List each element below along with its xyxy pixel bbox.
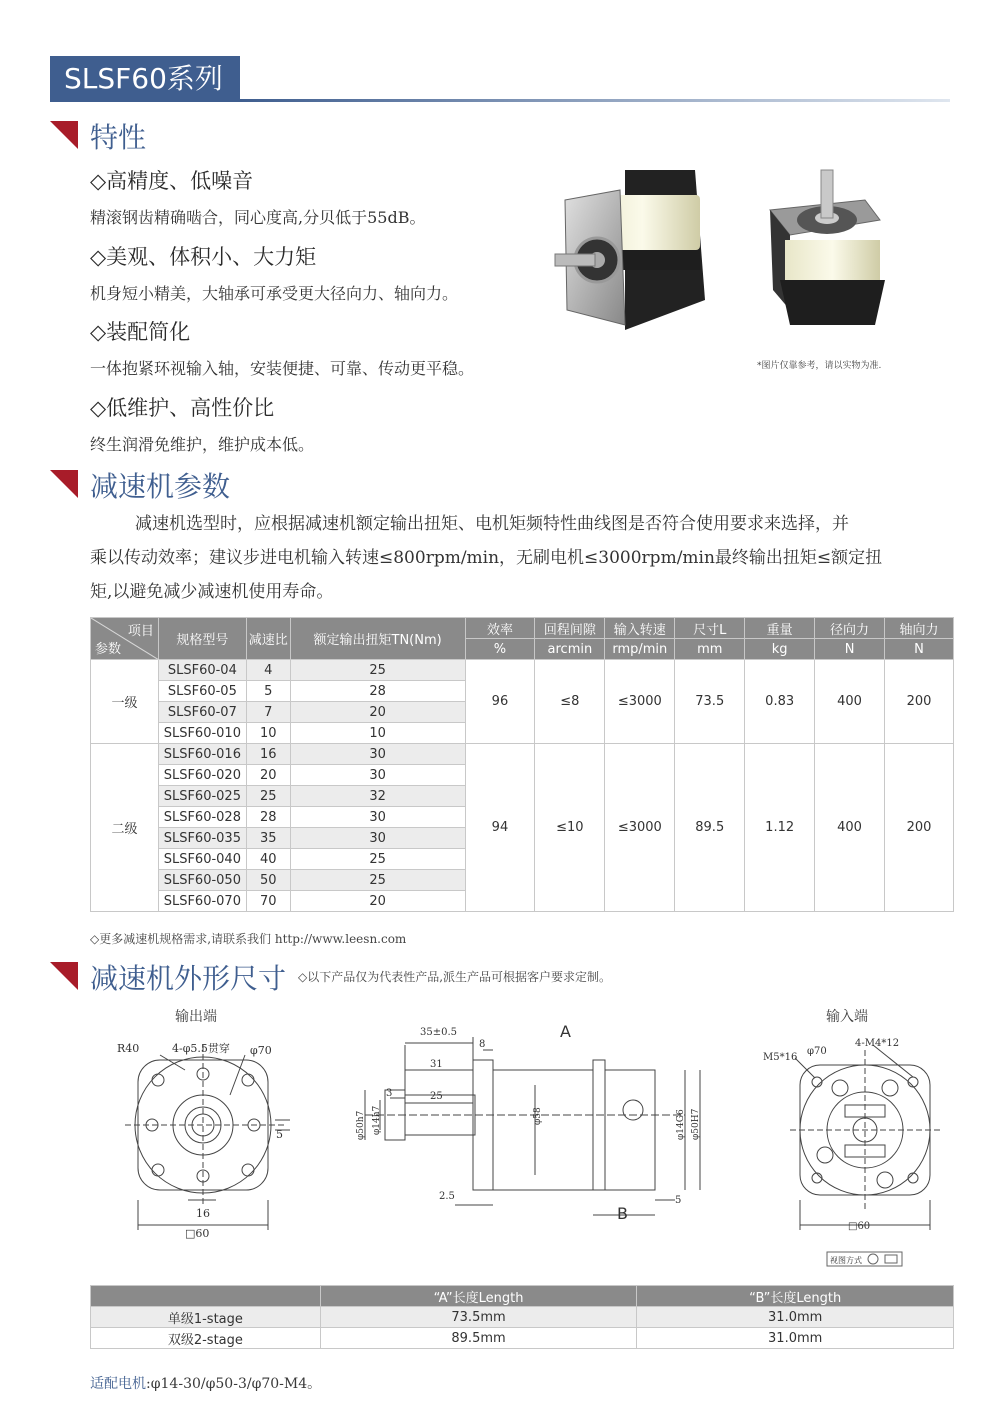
model-cell: SLSF60-028 [158, 807, 246, 828]
stage-cell: 双级2-stage [91, 1328, 321, 1349]
ratio-cell: 40 [246, 849, 290, 870]
model-cell: SLSF60-04 [158, 660, 246, 681]
unit-header: arcmin [535, 639, 605, 660]
radial-cell: 400 [815, 744, 885, 912]
a-length-cell: 89.5mm [320, 1328, 637, 1349]
table-row [91, 660, 954, 681]
side-view-drawing [355, 1015, 725, 1230]
model-cell: SLSF60-070 [158, 891, 246, 912]
output-end-drawing [110, 1030, 310, 1245]
dim-sq60-in: □60 [848, 1221, 871, 1232]
feature-heading: ◇高精度、低噪音 [90, 169, 254, 193]
section-marker [50, 121, 78, 149]
view-symbol-icon [885, 1255, 897, 1263]
dim-5: 5 [675, 1195, 682, 1206]
unit-header: rmp/min [605, 639, 675, 660]
torque-cell: 25 [290, 849, 465, 870]
torque-cell: 25 [290, 870, 465, 891]
series-title: SLSF60系列 [50, 56, 240, 102]
unit-header: N [815, 639, 885, 660]
dim-2-5: 2.5 [439, 1191, 455, 1202]
dim-holes: 4-φ5.5贯穿 [172, 1042, 230, 1055]
dim-m5: M5*16 [763, 1052, 798, 1063]
dim-m4: 4-M4*12 [855, 1038, 900, 1049]
weight-cell: 0.83 [745, 660, 815, 744]
dim-14g6: φ14G6 [676, 1109, 686, 1140]
efficiency-cell: 96 [465, 660, 535, 744]
col-header [91, 1286, 321, 1307]
motor-label: 适配电机 [90, 1376, 146, 1392]
features-title: 特性 [90, 121, 147, 154]
ratio-cell: 10 [246, 723, 290, 744]
dim-b: B [617, 1204, 628, 1223]
col-header: 减速比 [246, 618, 290, 660]
dim-35: 35±0.5 [420, 1027, 458, 1038]
ratio-cell: 70 [246, 891, 290, 912]
ratio-cell: 35 [246, 828, 290, 849]
radial-cell: 400 [815, 660, 885, 744]
model-cell: SLSF60-050 [158, 870, 246, 891]
dimensions-subtitle: ◇以下产品仅为代表性产品,派生产品可根据客户要求定制。 [298, 970, 612, 984]
table-row [91, 1328, 954, 1349]
view-method-label: 视图方式 [830, 1256, 862, 1265]
motor-value: :φ14-30/φ50-3/φ70-M4。 [146, 1376, 322, 1392]
model-cell: SLSF60-010 [158, 723, 246, 744]
torque-cell: 20 [290, 702, 465, 723]
view-symbol-icon [868, 1254, 878, 1264]
unit-header: % [465, 639, 535, 660]
dim-key5: 5 [276, 1128, 283, 1141]
unit-header: N [885, 639, 954, 660]
table-header-row [91, 1286, 954, 1307]
col-header: “B”长度Length [637, 1286, 954, 1307]
ratio-cell: 7 [246, 702, 290, 723]
length-cell: 89.5 [675, 744, 745, 912]
axial-cell: 200 [885, 660, 954, 744]
feature-text: 一体抱紧环视输入轴，安装便捷、可靠、传动更平稳。 [90, 359, 475, 378]
col-header: 回程间隙 [535, 618, 605, 639]
dim-a: A [560, 1022, 571, 1041]
dim-14h7: φ14h7 [372, 1105, 382, 1135]
speed-cell: ≤3000 [605, 660, 675, 744]
params-paragraph-line: 乘以传动效率；建议步进电机输入转速≤800rpm/min，无刷电机≤3000rpm/min最终输出扭矩≤额定扭 [90, 548, 883, 568]
feature-heading: ◇低维护、高性价比 [90, 396, 275, 420]
motor-compat [90, 1373, 321, 1393]
params-title: 减速机参数 [90, 470, 231, 503]
efficiency-cell: 94 [465, 744, 535, 912]
ratio-cell: 4 [246, 660, 290, 681]
torque-cell: 30 [290, 744, 465, 765]
length-cell: 73.5 [675, 660, 745, 744]
stage-cell: 单级1-stage [91, 1307, 321, 1328]
torque-cell: 30 [290, 807, 465, 828]
dim-w16: 16 [196, 1207, 210, 1220]
feature-heading: ◇装配简化 [90, 320, 191, 344]
col-header: 输入转速 [605, 618, 675, 639]
ratio-cell: 16 [246, 744, 290, 765]
torque-cell: 20 [290, 891, 465, 912]
a-length-cell: 73.5mm [320, 1307, 637, 1328]
feature-text: 终生润滑免维护，维护成本低。 [90, 435, 315, 454]
torque-cell: 28 [290, 681, 465, 702]
b-length-cell: 31.0mm [637, 1307, 954, 1328]
axial-cell: 200 [885, 744, 954, 912]
col-header: 效率 [465, 618, 535, 639]
feature-text: 精滚钢齿精确啮合，同心度高,分贝低于55dB。 [90, 208, 426, 227]
model-cell: SLSF60-035 [158, 828, 246, 849]
speed-cell: ≤3000 [605, 744, 675, 912]
dim-3: 3 [386, 1088, 393, 1099]
col-header: 径向力 [815, 618, 885, 639]
reducer-side-image [555, 170, 705, 330]
params-paragraph-line: 矩,以避免减少减速机使用寿命。 [90, 582, 334, 602]
stage-cell: 一级 [91, 660, 159, 744]
torque-cell: 25 [290, 660, 465, 681]
params-table [90, 617, 954, 912]
torque-cell: 32 [290, 786, 465, 807]
feature-heading: ◇美观、体积小、大力矩 [90, 245, 317, 269]
weight-cell: 1.12 [745, 744, 815, 912]
dim-31: 31 [430, 1059, 443, 1070]
ratio-cell: 20 [246, 765, 290, 786]
contact-note: ◇更多减速机规格需求,请联系我们 http://www.leesn.com [90, 932, 407, 946]
output-end-label: 输出端 [175, 1009, 217, 1025]
model-cell: SLSF60-016 [158, 744, 246, 765]
unit-header: mm [675, 639, 745, 660]
col-header: 尺寸L [675, 618, 745, 639]
dim-50h7: φ50h7 [356, 1110, 366, 1140]
section-marker [50, 470, 78, 498]
image-note: *图片仅靠参考，请以实物为准. [757, 361, 882, 371]
ratio-cell: 25 [246, 786, 290, 807]
table-row [91, 744, 954, 765]
reducer-front-image [770, 170, 885, 325]
backlash-cell: ≤8 [535, 660, 605, 744]
unit-header: kg [745, 639, 815, 660]
col-header: 额定输出扭矩TN(Nm) [290, 618, 465, 660]
dim-d70: φ70 [250, 1044, 272, 1057]
params-paragraph-line: 减速机选型时，应根据减速机额定输出扭矩、电机矩频特性曲线图是否符合使用要求来选择，并 [135, 514, 849, 534]
dim-d70-in: φ70 [807, 1046, 827, 1057]
corner-top-label: 项目 [127, 624, 154, 639]
dim-8: 8 [479, 1039, 486, 1050]
table-header-row [91, 618, 954, 639]
col-header: 规格型号 [158, 618, 246, 660]
corner-bottom-label: 参数 [95, 642, 122, 657]
dimensions-title: 减速机外形尺寸 [90, 962, 287, 995]
dim-sq60: □60 [185, 1227, 210, 1240]
dim-r40: R40 [117, 1042, 140, 1055]
model-cell: SLSF60-020 [158, 765, 246, 786]
model-cell: SLSF60-040 [158, 849, 246, 870]
section-marker [50, 962, 78, 990]
dim-50H7: φ50H7 [691, 1108, 701, 1140]
table-row [91, 1307, 954, 1328]
b-length-cell: 31.0mm [637, 1328, 954, 1349]
input-end-label: 输入端 [826, 1009, 868, 1025]
input-end-drawing [755, 1030, 955, 1270]
product-photo [545, 160, 925, 360]
model-cell: SLSF60-05 [158, 681, 246, 702]
col-header: 重量 [745, 618, 815, 639]
torque-cell: 30 [290, 765, 465, 786]
model-cell: SLSF60-07 [158, 702, 246, 723]
col-header: 轴向力 [885, 618, 954, 639]
stage-cell: 二级 [91, 744, 159, 912]
col-header: “A”长度Length [320, 1286, 637, 1307]
torque-cell: 10 [290, 723, 465, 744]
table-corner-cell [91, 618, 159, 660]
ratio-cell: 50 [246, 870, 290, 891]
ratio-cell: 5 [246, 681, 290, 702]
backlash-cell: ≤10 [535, 744, 605, 912]
torque-cell: 30 [290, 828, 465, 849]
header-divider [240, 99, 950, 102]
ratio-cell: 28 [246, 807, 290, 828]
length-table [90, 1285, 954, 1349]
model-cell: SLSF60-025 [158, 786, 246, 807]
dim-58: φ58 [533, 1107, 543, 1125]
dim-25: 25 [430, 1091, 443, 1102]
feature-text: 机身短小精美，大轴承可承受更大径向力、轴向力。 [90, 284, 459, 303]
